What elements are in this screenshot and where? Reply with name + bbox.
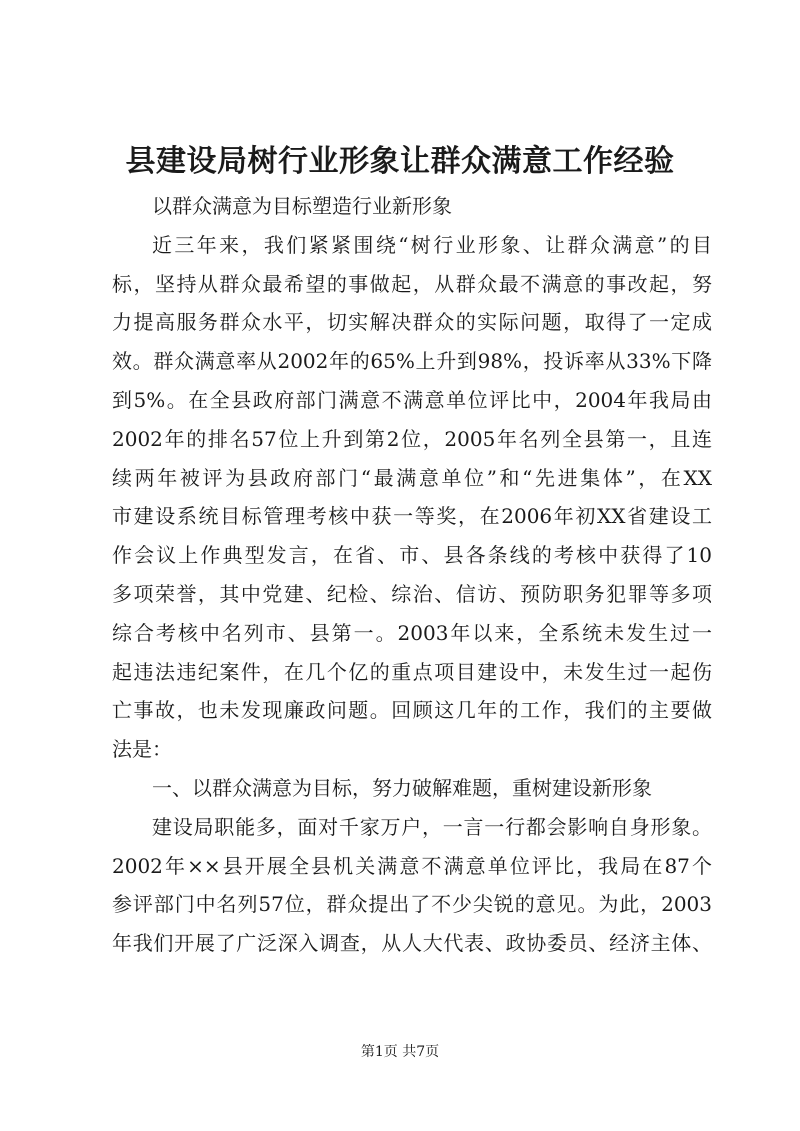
paragraph-line: 年我们开展了广泛深入调查，从人大代表、政协委员、经济主体、 [112, 931, 712, 956]
paragraph-line: 建设局职能多，面对千家万户，一言一行都会影响自身形象。 [152, 814, 712, 839]
paragraph-line: 近三年来，我们紧紧围绕“树行业形象、让群众满意”的目 [152, 232, 712, 257]
document-title: 县建设局树行业形象让群众满意工作经验 [125, 144, 675, 179]
paragraph-line: 2002年的排名57位上升到第2位，2005年名列全县第一，且连 [112, 426, 712, 451]
paragraph-line: 效。群众满意率从2002年的65%上升到98%，投诉率从33%下降 [112, 349, 712, 374]
document-body [112, 187, 712, 963]
paragraph-line: 参评部门中名列57位，群众提出了不少尖锐的意见。为此，2003 [112, 892, 712, 917]
paragraph-line: 2002年××县开展全县机关满意不满意单位评比，我局在87个 [112, 853, 712, 878]
page-indicator: 第1页 共7页 [360, 1044, 440, 1060]
paragraph-line: 到5%。在全县政府部门满意不满意单位评比中，2004年我局由 [112, 387, 712, 412]
paragraph-line: 市建设系统目标管理考核中获一等奖，在2006年初XX省建设工 [112, 504, 712, 529]
paragraph-line: 法是： [112, 737, 172, 762]
paragraph-line: 续两年被评为县政府部门“最满意单位”和“先进集体”，在XX [112, 465, 712, 490]
paragraph-line: 亡事故，也未发现廉政问题。回顾这几年的工作，我们的主要做 [112, 698, 712, 723]
paragraph-line: 标，坚持从群众最希望的事做起，从群众最不满意的事改起，努 [112, 271, 712, 296]
section-heading: 一、以群众满意为目标，努力破解难题，重树建设新形象 [152, 775, 652, 800]
paragraph-line: 多项荣誉，其中党建、纪检、综治、信访、预防职务犯罪等多项 [112, 581, 712, 606]
paragraph-line: 综合考核中名列市、县第一。2003年以来，全系统未发生过一 [112, 620, 712, 645]
paragraph-line: 作会议上作典型发言，在省、市、县各条线的考核中获得了10 [112, 543, 712, 568]
section-subtitle: 以群众满意为目标塑造行业新形象 [152, 194, 452, 218]
paragraph-line: 起违法违纪案件，在几个亿的重点项目建设中，未发生过一起伤 [112, 659, 712, 684]
paragraph-line: 力提高服务群众水平，切实解决群众的实际问题，取得了一定成 [112, 310, 712, 335]
